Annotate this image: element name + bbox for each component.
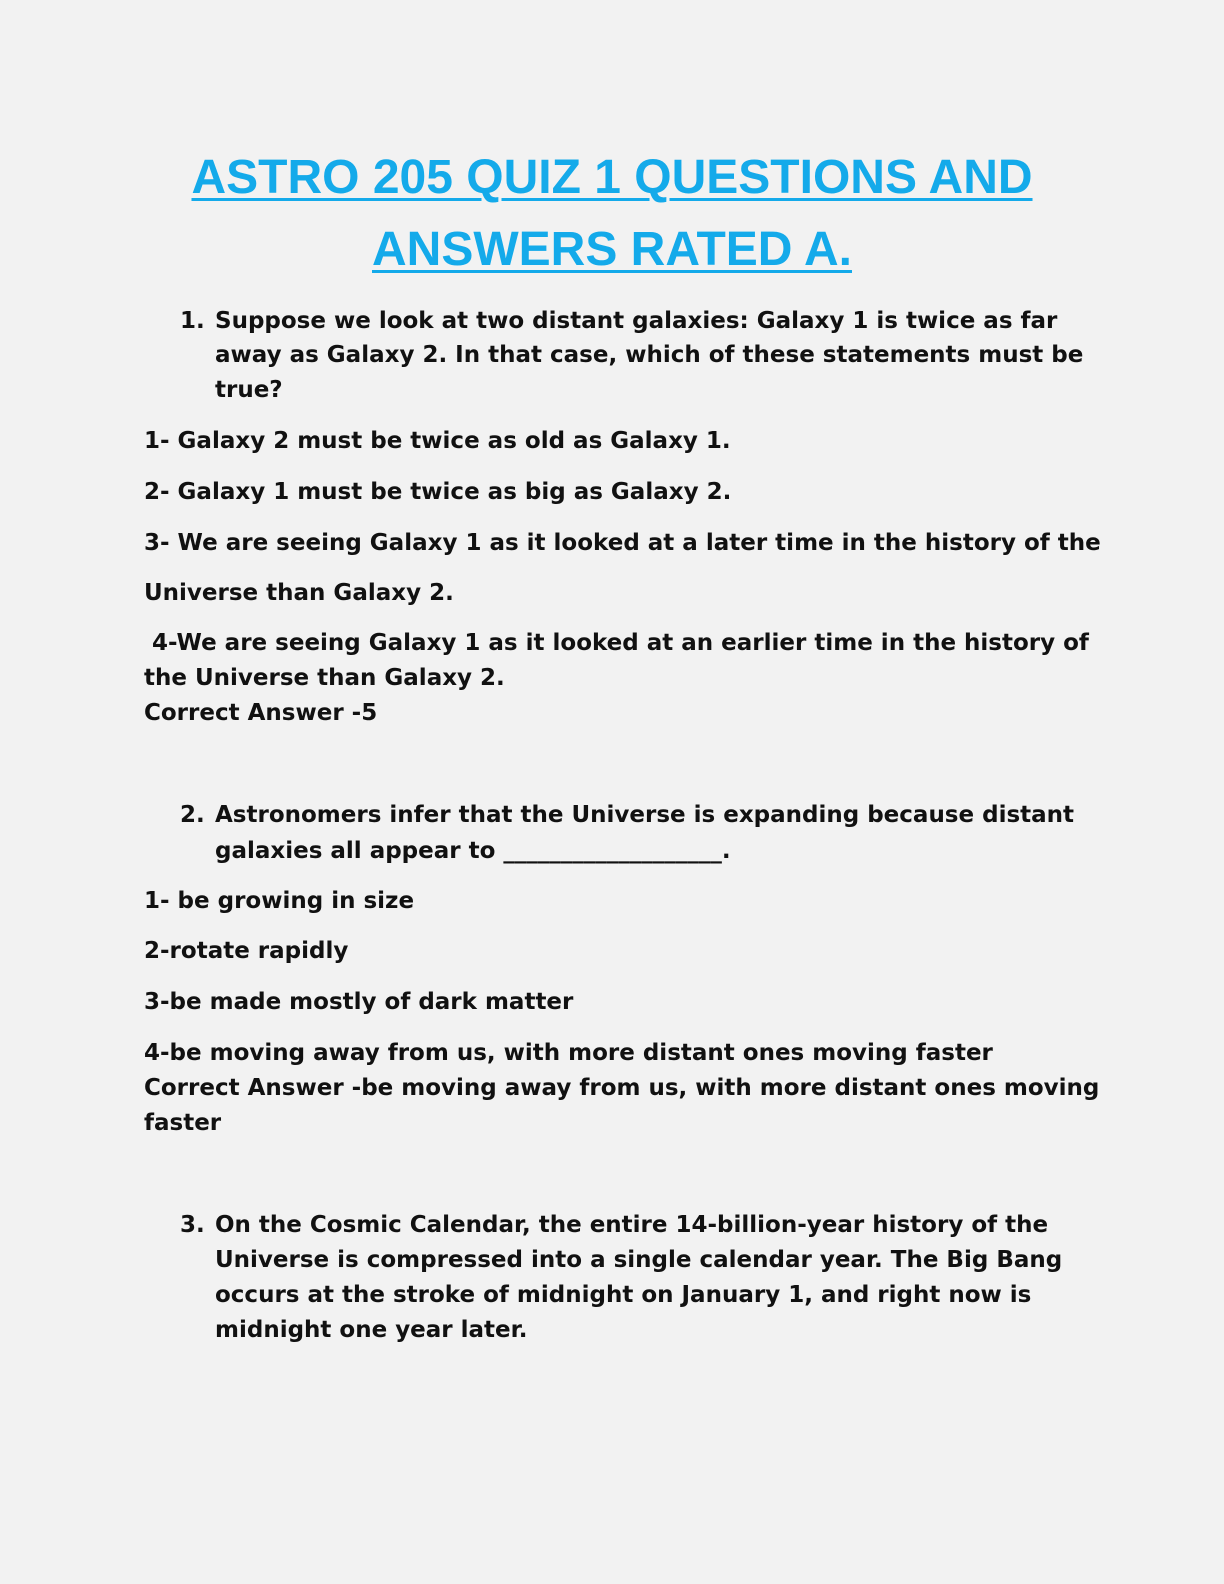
question-text-line: occurs at the stroke of midnight on January 1, and right now is [215, 1282, 1032, 1308]
question-text-line: Astronomers infer that the Universe is expanding because distant [215, 802, 1075, 828]
document-title-line-2: ANSWERS RATED A. [372, 223, 852, 276]
correct-answer: faster [144, 1110, 222, 1136]
correct-answer: Correct Answer -5 [144, 700, 378, 726]
question-text-line: Suppose we look at two distant galaxies: Galaxy 1 is twice as far [215, 308, 1058, 334]
answer-option: 4-We are seeing Galaxy 1 as it looked at an earlier time in the history of [144, 630, 1089, 656]
answer-option: 3- We are seeing Galaxy 1 as it looked at a later time in the history of the [144, 530, 1101, 556]
answer-option: 4-be moving away from us, with more distant ones moving faster [144, 1040, 993, 1066]
answer-option: the Universe than Galaxy 2. [144, 665, 505, 691]
question-text-line: midnight one year later. [215, 1317, 528, 1343]
document-title-line-1: ASTRO 205 QUIZ 1 QUESTIONS AND [191, 151, 1033, 204]
question-text-line: On the Cosmic Calendar, the entire 14-billion-year history of the [215, 1212, 1049, 1238]
answer-option: 2-rotate rapidly [144, 938, 349, 964]
question-text-line: away as Galaxy 2. In that case, which of these statements must be [215, 342, 1084, 368]
question-number: 1. [180, 308, 205, 334]
answer-option: Universe than Galaxy 2. [144, 580, 454, 606]
question-text-line: true? [215, 377, 283, 403]
question-number: 2. [180, 802, 205, 828]
correct-answer: Correct Answer -be moving away from us, with more distant ones moving [144, 1075, 1100, 1101]
answer-option: 1- Galaxy 2 must be twice as old as Galaxy 1. [144, 428, 731, 454]
question-text-line: galaxies all appear to ___________________. [215, 838, 731, 864]
answer-option: 3-be made mostly of dark matter [144, 989, 574, 1015]
answer-option: 1- be growing in size [144, 888, 415, 914]
answer-option: 2- Galaxy 1 must be twice as big as Galaxy 2. [144, 479, 732, 505]
question-text-line: Universe is compressed into a single calendar year. The Big Bang [215, 1247, 1063, 1273]
question-number: 3. [180, 1212, 205, 1238]
